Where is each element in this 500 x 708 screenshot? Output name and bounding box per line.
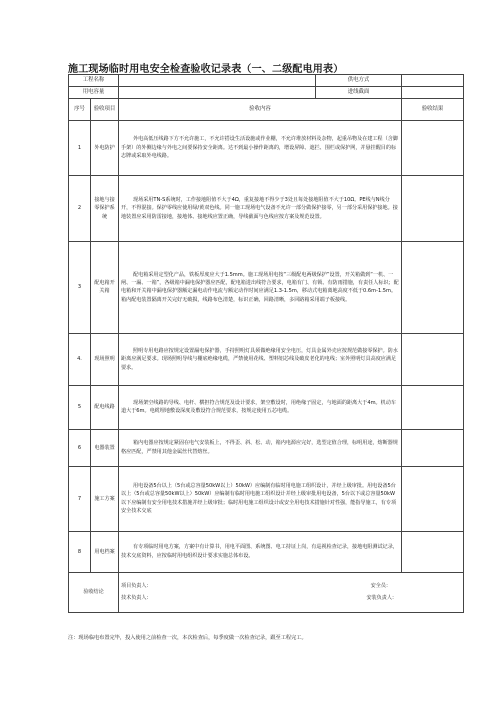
row-content: 箱内电器应按规定紧固在电气安装板上，不得歪、斜、松、动，箱内电源应完好，选型定值合理，标明用途，熔断器规格应匹配，严禁用其他金属丝代替熔丝。 xyxy=(119,429,402,466)
row-result xyxy=(402,241,464,333)
capacity-label: 用电容量 xyxy=(69,86,119,98)
row-number: 1 xyxy=(69,120,91,175)
row-result xyxy=(402,429,464,466)
table-row xyxy=(69,120,464,175)
capacity-value xyxy=(119,86,316,98)
row-result xyxy=(402,333,464,385)
row-item: 配电箱开关箱 xyxy=(91,241,119,333)
acceptance-row xyxy=(69,572,464,612)
table-row xyxy=(69,241,464,333)
incoming-section-label: 进线截面 xyxy=(316,86,402,98)
project-name-value xyxy=(119,75,316,87)
row-content: 外电高低压线路下方不允许施工，不允许搭设生活设施或作业棚，不允许堆放材料及杂物，起重吊物及在建工程（含脚手架）的外侧边缘与外电之间要保持安全距离。达不到最小操作距离的，增设屏障、遮拦、围栏或保护网，并悬挂醒目的标志牌或采取外电线路。 xyxy=(119,120,402,175)
row-number: 3 xyxy=(69,241,91,333)
row-result xyxy=(402,466,464,531)
row-number: 4. xyxy=(69,333,91,385)
install-lead-label: 安装负责人： xyxy=(366,595,398,602)
row-item: 接地与接零保护系统 xyxy=(91,175,119,241)
col-seq: 序号 xyxy=(69,98,91,120)
tech-lead-label: 技术负责人： xyxy=(121,595,152,602)
safety-lead-label: 安全员： xyxy=(370,582,392,589)
inspection-table xyxy=(68,74,464,613)
row-content: 现场架空线路的导线、电杆、横担符合规范及设计要求，架空敷设时，用绝缘子固定，与地面的距离大于4m。机动车道大于6m。电缆埋地敷设深度及敷设符合规范要求，按规定使用五芯电缆。 xyxy=(119,385,402,429)
row-item: 施工方案 xyxy=(91,466,119,531)
table-row xyxy=(69,333,464,385)
footnote: 注：现场临电布置完毕，投入使用之前检查一次，本次检查后，每季度做一次检查记录，跟至工程完工。 xyxy=(68,635,307,641)
table-row xyxy=(69,429,464,466)
signature-area xyxy=(119,572,464,612)
table-row xyxy=(69,466,464,531)
col-content: 验收内容 xyxy=(119,98,402,120)
row-number: 7 xyxy=(69,466,91,531)
row-number: 5 xyxy=(69,385,91,429)
row-item: 电器装置 xyxy=(91,429,119,466)
header-row-capacity xyxy=(69,86,464,98)
row-result xyxy=(402,120,464,175)
signature-line-1 xyxy=(121,582,461,590)
table-row xyxy=(69,385,464,429)
project-name-label: 工程名称 xyxy=(69,75,119,87)
supply-mode-label: 供电方式 xyxy=(316,75,402,87)
page-title: 施工现场临时用电安全检查验收记录表（一、二级配电用表） xyxy=(68,64,344,75)
row-result xyxy=(402,175,464,241)
row-item: 配电线路 xyxy=(91,385,119,429)
row-number: 8 xyxy=(69,531,91,572)
column-header-row xyxy=(69,98,464,120)
table-row xyxy=(69,531,464,572)
row-result xyxy=(402,531,464,572)
acceptance-label: 验收结论 xyxy=(69,572,119,612)
signature-line-2 xyxy=(121,594,461,602)
row-number: 6 xyxy=(69,429,91,466)
row-content: 有专项临时用电方案，方案中有计算书，用电平面图、系统图、电工持证上岗，有巡视检查记录，接地电阻测试记录，技术交底资料，应按临时用电组织设计要求实施总体布设。 xyxy=(119,531,402,572)
row-content: 照明专用电路应按规定设置漏电保护器，手持照明灯具须做绝缘用安全电压，灯具金属外壳应按规范做接零保护。防水距离应满足要求。现场照明导线与棚底绝缘电缆，严禁使用花线、塑料铝芯线及破皮老化的电线；室外照明灯具高度应满足要求。 xyxy=(119,333,402,385)
row-result xyxy=(402,385,464,429)
row-item: 外电防护 xyxy=(91,120,119,175)
table-row xyxy=(69,175,464,241)
row-content: 现场采用TN-S系统时，工作接地阻值不大于4Ω，重复接地不得少于3处且每处接地阻值不大于10Ω。PE线与N线分开，不得混接。保护零线应使用绿/黄双色线。同一施工现场电气设备不允许一部分做保护接零，另一部分采用保护接地。接地装置应采用防雷接地，接地体、接地线应置正确，导线截面与色线应按方案及规范设置。 xyxy=(119,175,402,241)
row-content: 用电设备5台以上（5台或总容量50kW以上）50kW）应编制有临时用电施工组织设计，并经上级审批。用电设备5台以上（5台或总容量50kW以上）50kW）应编制有临时用电施工组织设计并经上级审批用电设备，5台以下或总容量50kW以下应编制有安全用电技术措施并经上级审批；临时用电施工组织设计或安全用电技术措施针对性强，能指导施工，有专项安全技术交底 xyxy=(119,466,402,531)
col-result: 验收结果 xyxy=(402,98,464,120)
supply-mode-value xyxy=(402,75,464,87)
row-content: 配电箱采用定型化产品，铁板厚度应大于1.5mm。施工现场用电按“三级配电两级保护”设置，开关箱做到“一机、一闸、一漏、一箱”，各级箱中漏电保护器应匹配，配电箱进出线符合要求，电箱有门、有锁、有防雨措施，有责任人标识；配电箱和开关箱中漏电保护器额定漏电动作电流与额定动作时间应满足1.3-1.5m，移动式电箱离地高度不低于0.6m-1.5m。箱内配电装置隔离开关完好无破损，线路布色清楚，标识正确，回路清晰，多回路箱采用端子板接线。 xyxy=(119,241,402,333)
row-item: 现场照明 xyxy=(91,333,119,385)
col-item: 验收项目 xyxy=(91,98,119,120)
row-number: 2 xyxy=(69,175,91,241)
project-lead-label: 项目负责人： xyxy=(121,582,152,589)
header-row-project xyxy=(69,75,464,87)
row-item: 用电档案 xyxy=(91,531,119,572)
incoming-section-value xyxy=(402,86,464,98)
